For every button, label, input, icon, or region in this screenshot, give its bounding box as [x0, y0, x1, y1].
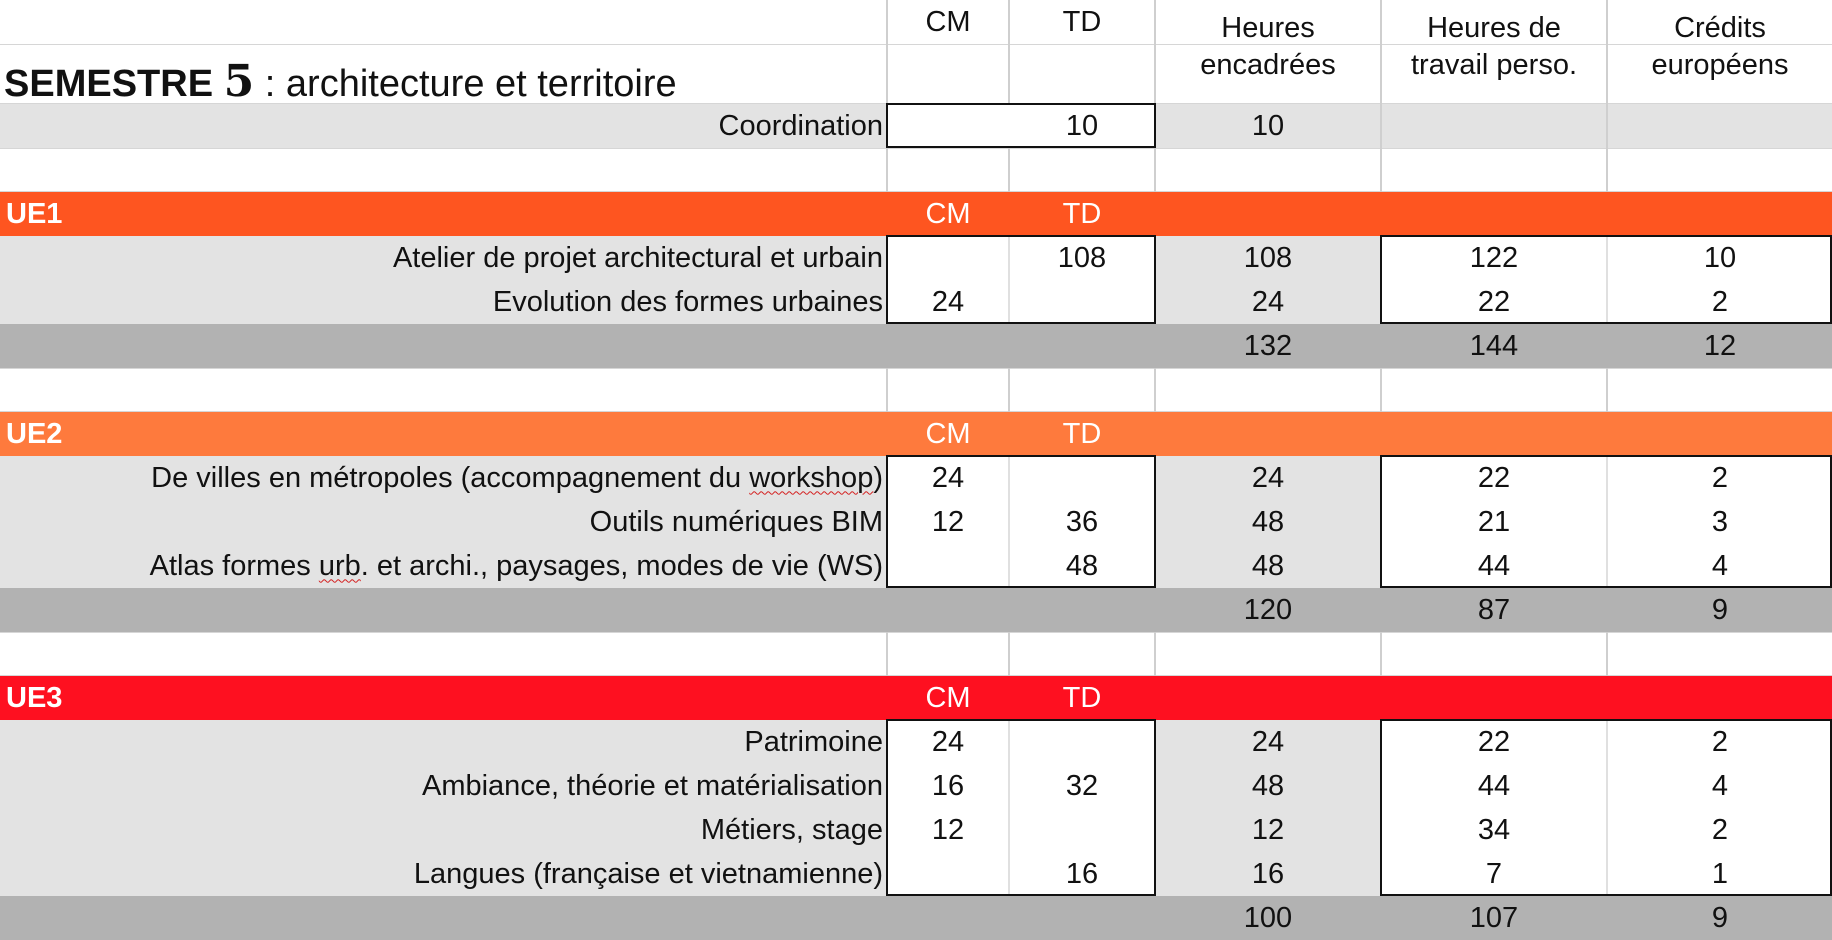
ue2-cm-label: CM [925, 417, 971, 450]
ue1-total-row [0, 324, 1832, 368]
row-label-part: ) [873, 461, 883, 494]
total-heures-perso: 144 [1469, 329, 1519, 362]
gridline [1154, 368, 1156, 412]
title-number: 5 [223, 56, 255, 107]
row-credits: 2 [1711, 461, 1729, 494]
title-bold: SEMESTRE [4, 63, 214, 105]
ue1-td-label: TD [1062, 197, 1102, 230]
row-label-part: Atlas formes [149, 549, 319, 582]
title-rest: : architecture et territoire [264, 63, 677, 105]
row-heures-encadrees: 108 [1243, 241, 1293, 274]
total-heures-perso: 107 [1469, 901, 1519, 934]
row-heures-perso: 22 [1477, 285, 1511, 318]
gridline [886, 632, 888, 676]
row-heures-encadrees: 48 [1251, 505, 1285, 538]
row-heures-encadrees: 24 [1251, 285, 1285, 318]
col-header-cm-text: CM [925, 5, 971, 38]
row-label-misspelled: urb [318, 549, 361, 582]
row-credits: 2 [1711, 725, 1729, 758]
page-title [4, 56, 677, 107]
table-row [0, 500, 1832, 544]
row-cm [888, 544, 1008, 588]
col-header-heures-encadrees [1156, 10, 1380, 84]
total-heures-perso: 87 [1477, 593, 1511, 626]
table-row [0, 280, 1832, 324]
ue3-title: UE3 [6, 681, 63, 714]
row-cm: 24 [931, 725, 965, 758]
ue1-title: UE1 [6, 197, 63, 230]
col-header-he-line2: encadrées [1200, 49, 1336, 81]
table-row [0, 808, 1832, 852]
row-credits: 4 [1711, 549, 1729, 582]
ue3-total-row [0, 896, 1832, 940]
row-heures-perso: 44 [1477, 549, 1511, 582]
row-cm [888, 236, 1008, 280]
row-credits: 2 [1711, 285, 1729, 318]
ue2-header [0, 412, 1832, 456]
row-label-part: De villes en métropoles (accompagnement du [151, 461, 750, 494]
row-heures-perso: 34 [1477, 813, 1511, 846]
row-label: Patrimoine [744, 725, 883, 758]
row-label-misspelled: workshop [749, 461, 874, 494]
coordination-heures: 10 [1251, 109, 1285, 142]
coordination-row [0, 104, 1832, 148]
row-heures-perso: 22 [1477, 461, 1511, 494]
row-heures-perso: 7 [1485, 857, 1503, 890]
table-row [0, 720, 1832, 764]
col-header-heures-perso [1382, 10, 1606, 84]
total-heures-encadrees: 120 [1243, 593, 1293, 626]
gridline [1606, 632, 1608, 676]
row-cm [888, 852, 1008, 896]
col-header-credits [1608, 10, 1832, 84]
row-heures-perso: 22 [1477, 725, 1511, 758]
col-header-he-line1: Heures [1221, 12, 1315, 44]
row-label: Langues (française et vietnamienne) [413, 857, 883, 890]
row-credits: 10 [1703, 241, 1737, 274]
row-heures-encadrees: 48 [1251, 549, 1285, 582]
row-td: 48 [1065, 549, 1099, 582]
row-td: 32 [1065, 769, 1099, 802]
ue2-title: UE2 [6, 417, 63, 450]
gridline [1380, 632, 1382, 676]
col-header-cm [888, 0, 1008, 44]
ue3-td-label: TD [1062, 681, 1102, 714]
gridline [1380, 368, 1382, 412]
row-label: Outils numériques BIM [589, 505, 883, 538]
gridline [1154, 632, 1156, 676]
table-row [0, 236, 1832, 280]
row-td [1010, 808, 1154, 852]
table-row [0, 852, 1832, 896]
row-heures-perso: 44 [1477, 769, 1511, 802]
col-header-td [1010, 0, 1154, 44]
ue3-header [0, 676, 1832, 720]
row-cm: 24 [931, 461, 965, 494]
ue3-cm-label: CM [925, 681, 971, 714]
gridline [1008, 632, 1010, 676]
total-credits: 9 [1711, 901, 1729, 934]
row-td [1010, 280, 1154, 324]
row-label: Evolution des formes urbaines [492, 285, 883, 318]
total-credits: 9 [1711, 593, 1729, 626]
row-td [1010, 456, 1154, 500]
gridline [886, 368, 888, 412]
row-td: 16 [1065, 857, 1099, 890]
total-credits: 12 [1703, 329, 1737, 362]
col-header-cr-line2: européens [1651, 49, 1789, 81]
row-td: 36 [1065, 505, 1099, 538]
total-heures-encadrees: 100 [1243, 901, 1293, 934]
row-credits: 2 [1711, 813, 1729, 846]
gridline [0, 368, 1832, 369]
coordination-label: Coordination [718, 109, 883, 142]
row-cm: 24 [931, 285, 965, 318]
row-heures-encadrees: 16 [1251, 857, 1285, 890]
row-heures-perso: 21 [1477, 505, 1511, 538]
row-credits: 3 [1711, 505, 1729, 538]
row-label [0, 544, 883, 588]
row-cm: 12 [931, 813, 965, 846]
row-heures-encadrees: 24 [1251, 461, 1285, 494]
row-cm: 12 [931, 505, 965, 538]
ue1-cm-label: CM [925, 197, 971, 230]
row-label: Ambiance, théorie et matérialisation [421, 769, 883, 802]
gridline [0, 148, 1832, 149]
row-td [1010, 720, 1154, 764]
col-header-td-text: TD [1062, 5, 1102, 38]
table-row [0, 544, 1832, 588]
row-label [0, 456, 883, 500]
row-heures-encadrees: 48 [1251, 769, 1285, 802]
coordination-td: 10 [1065, 109, 1099, 142]
col-header-hp-line2: travail perso. [1410, 49, 1577, 81]
ue1-header [0, 192, 1832, 236]
row-label: Métiers, stage [700, 813, 883, 846]
table-row [0, 456, 1832, 500]
row-cm: 16 [931, 769, 965, 802]
row-heures-perso: 122 [1469, 241, 1519, 274]
gridline [1606, 368, 1608, 412]
row-label-part: . et archi., paysages, modes de vie (WS) [360, 549, 883, 582]
row-label: Atelier de projet architectural et urbain [392, 241, 883, 274]
row-heures-encadrees: 12 [1251, 813, 1285, 846]
row-credits: 1 [1711, 857, 1729, 890]
ue2-td-label: TD [1062, 417, 1102, 450]
total-heures-encadrees: 132 [1243, 329, 1293, 362]
gridline [0, 632, 1832, 633]
ue2-total-row [0, 588, 1832, 632]
col-header-cr-line1: Crédits [1674, 12, 1766, 44]
gridline [1008, 368, 1010, 412]
row-td: 108 [1057, 241, 1107, 274]
row-heures-encadrees: 24 [1251, 725, 1285, 758]
table-row [0, 764, 1832, 808]
row-credits: 4 [1711, 769, 1729, 802]
col-header-hp-line1: Heures de [1427, 12, 1561, 44]
